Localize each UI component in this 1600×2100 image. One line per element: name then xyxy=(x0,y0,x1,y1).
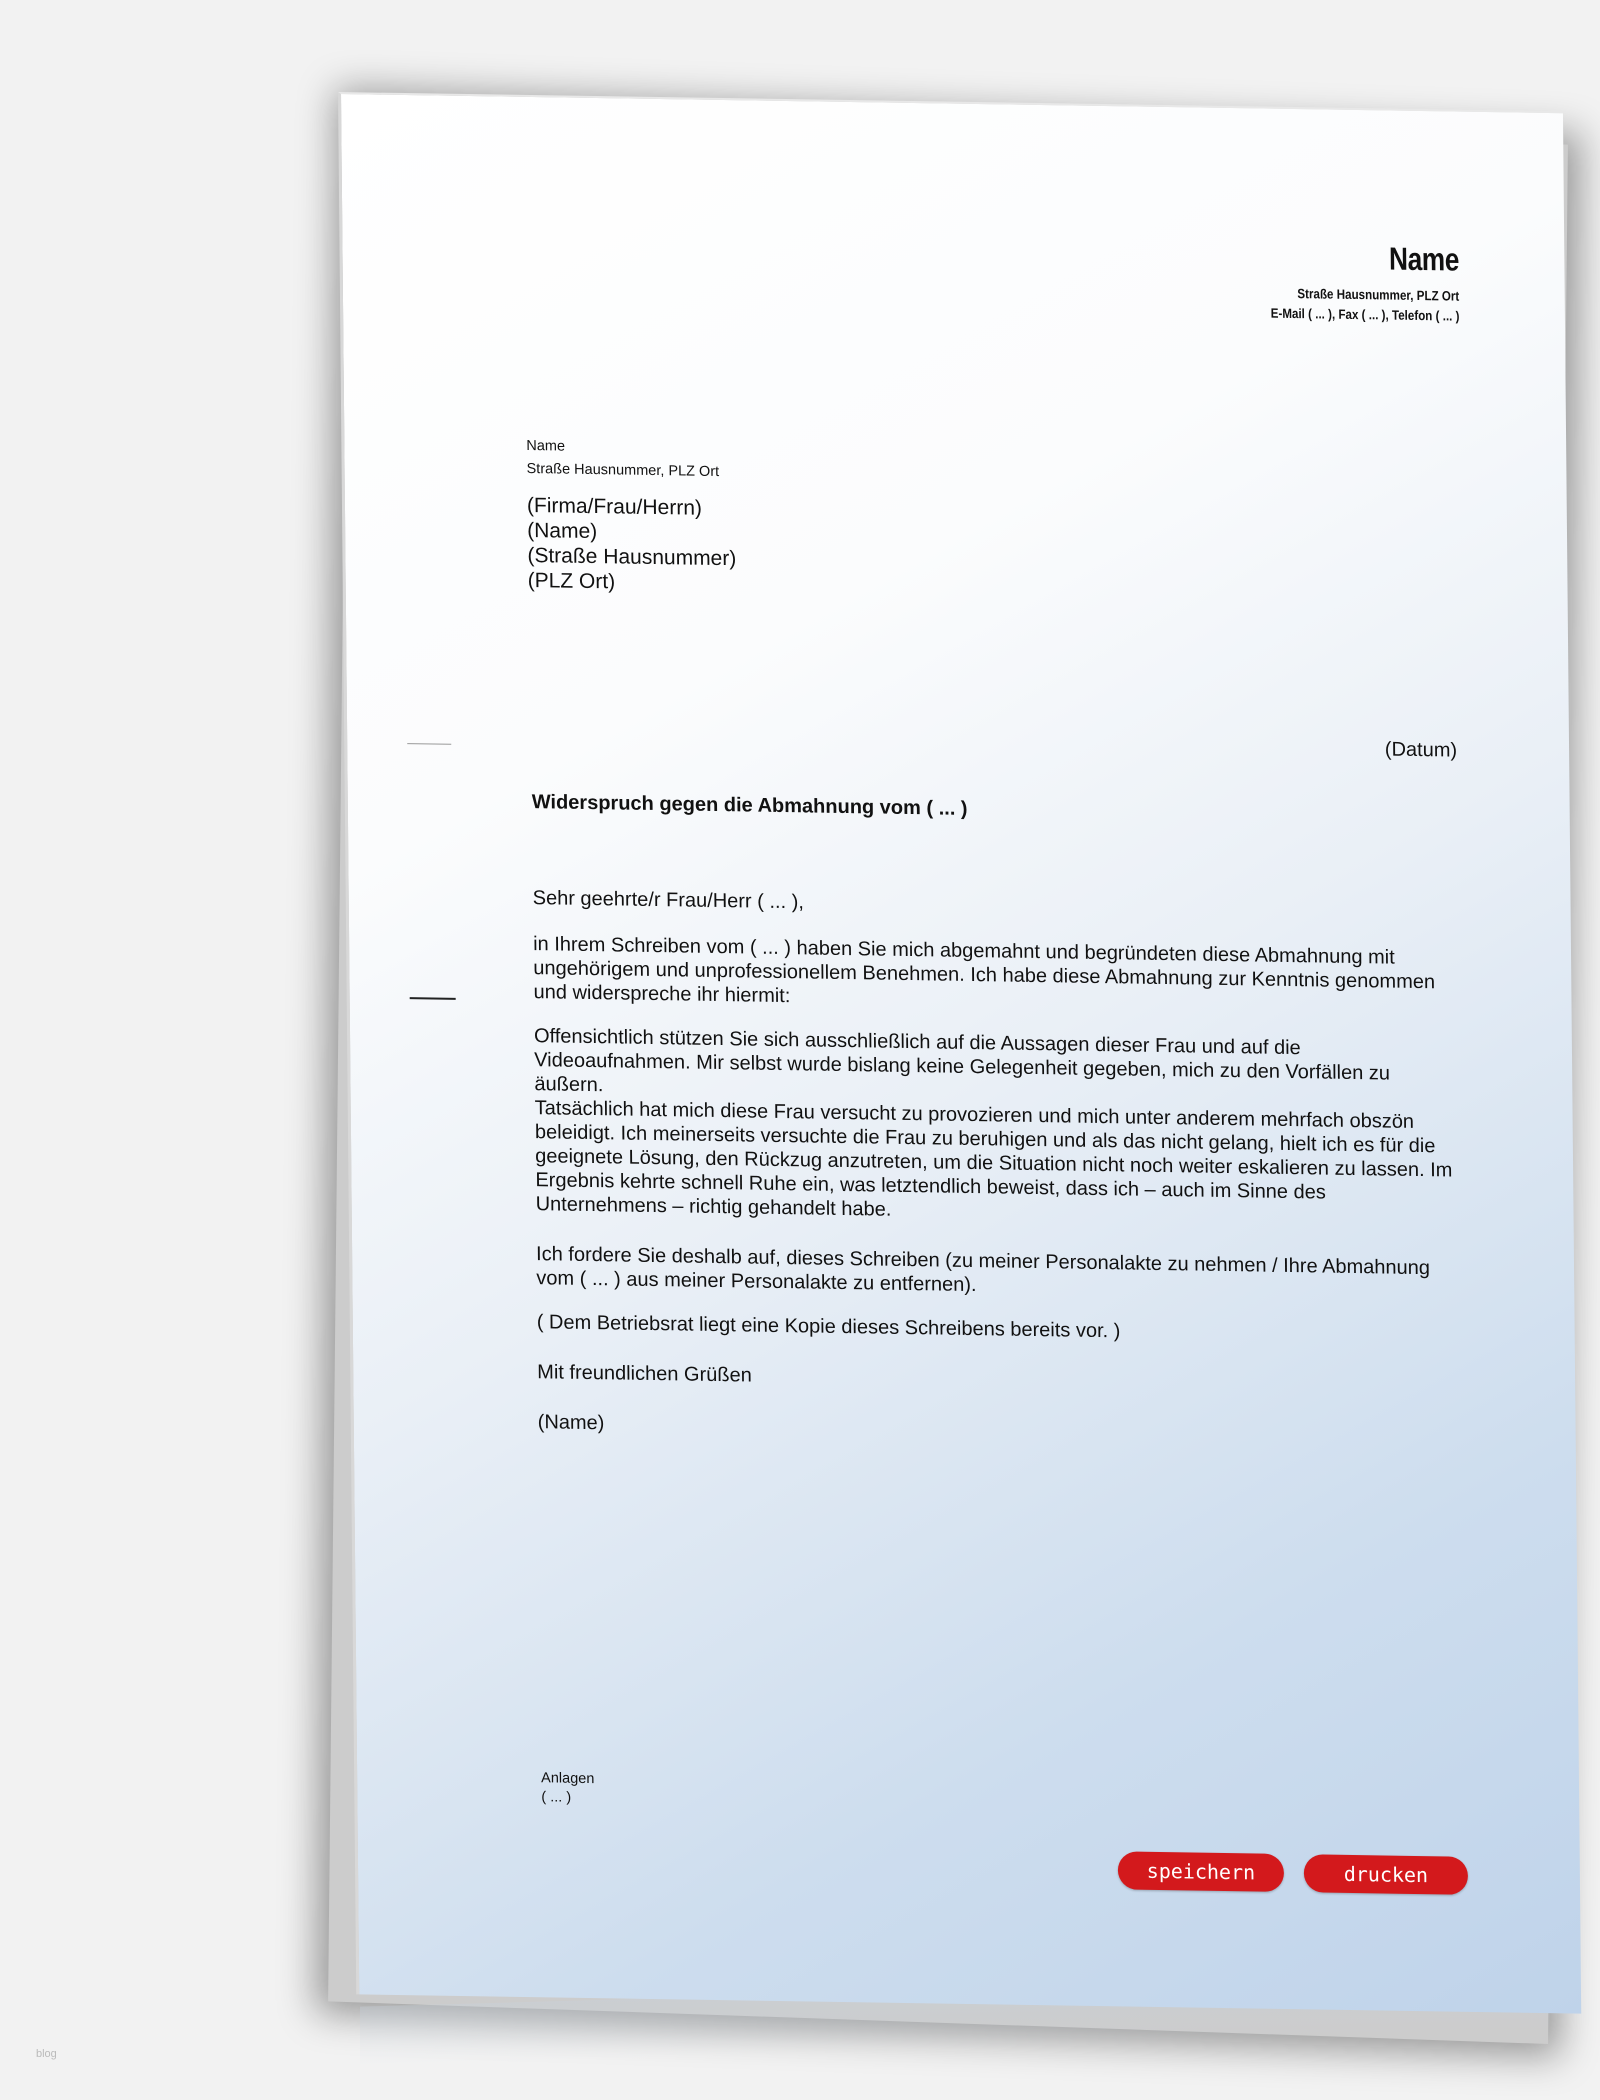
sender-street: Straße Hausnummer, PLZ Ort xyxy=(1297,286,1460,304)
body-paragraph: Tatsächlich hat mich diese Frau versucht zu provozieren und mich unter anderem mehrfach obszön beleidigt. Ich meinerseits versuchte die Frau zu beruhigen und als das nicht gelang, hielt ich es für die geeignete Lösung, den Rückzug anzutreten, um die Situation nicht noch weiter eskalieren zu lassen. Im Ergebnis kehrte schnell Ruhe ein, was letztendlich beweist, dass ich – auch im Sinne des Unternehmens – richtig gehandelt habe. xyxy=(534,1097,1453,1221)
recipient-line: (Firma/Frau/Herrn) xyxy=(526,493,703,520)
closing: Mit freundlichen Grüßen xyxy=(537,1361,752,1387)
salutation: Sehr geehrte/r Frau/Herr ( ... ), xyxy=(532,887,804,914)
punch-mark xyxy=(410,997,456,1000)
enclosures xyxy=(541,1769,595,1808)
body-paragraph: Offensichtlich stützen Sie sich ausschließlich auf die Aussagen dieser Frau und auf die Videoaufnahmen. Mir selbst wurde bislang keine Gelegenheit gegeben, mich zu den Vorfällen zu äußern. xyxy=(533,1025,1391,1097)
enclosures-label: Anlagen xyxy=(541,1770,595,1788)
signature: (Name) xyxy=(537,1411,605,1435)
return-address-street: Straße Hausnummer, PLZ Ort xyxy=(526,460,720,481)
letter-body xyxy=(533,886,1458,1449)
recipient-address xyxy=(527,493,737,596)
fold-mark xyxy=(407,743,451,745)
recipient-line: (Name) xyxy=(527,518,598,544)
return-address xyxy=(526,435,719,484)
print-button[interactable]: drucken xyxy=(1304,1854,1468,1895)
enclosures-value: ( ... ) xyxy=(541,1789,572,1806)
watermark: blog xyxy=(36,2048,57,2060)
recipient-line: (PLZ Ort) xyxy=(527,569,616,594)
return-address-name: Name xyxy=(526,437,566,455)
body-paragraph: Ich fordere Sie deshalb auf, dieses Schreiben (zu meiner Personalakte zu nehmen / Ihre Abmahnung vom ( ... ) aus meiner Personalakte zu entfernen). xyxy=(536,1243,1431,1297)
body-paragraph: in Ihrem Schreiben vom ( ... ) haben Sie mich abgemahnt und begründeten diese Abmahnung mit ungehörigem und unprofessionellem Benehmen. Ich habe diese Abmahnung zur Kenntnis genommen und widerspreche ihr hiermit: xyxy=(533,933,1436,1008)
sender-name: Name xyxy=(1389,240,1460,278)
letter-subject: Widerspruch gegen die Abmahnung vom ( ... ) xyxy=(531,791,968,820)
recipient-line: (Straße Hausnummer) xyxy=(527,543,737,571)
letter-date: (Datum) xyxy=(1384,738,1458,762)
letter-page xyxy=(338,92,1581,2014)
sender-contact: E-Mail ( ... ), Fax ( ... ), Telefon ( ... ) xyxy=(1271,305,1461,324)
save-button[interactable]: speichern xyxy=(1118,1851,1284,1892)
body-paragraph: ( Dem Betriebsrat liegt eine Kopie dieses Schreibens bereits vor. ) xyxy=(536,1311,1121,1343)
sender-block xyxy=(1240,238,1460,326)
